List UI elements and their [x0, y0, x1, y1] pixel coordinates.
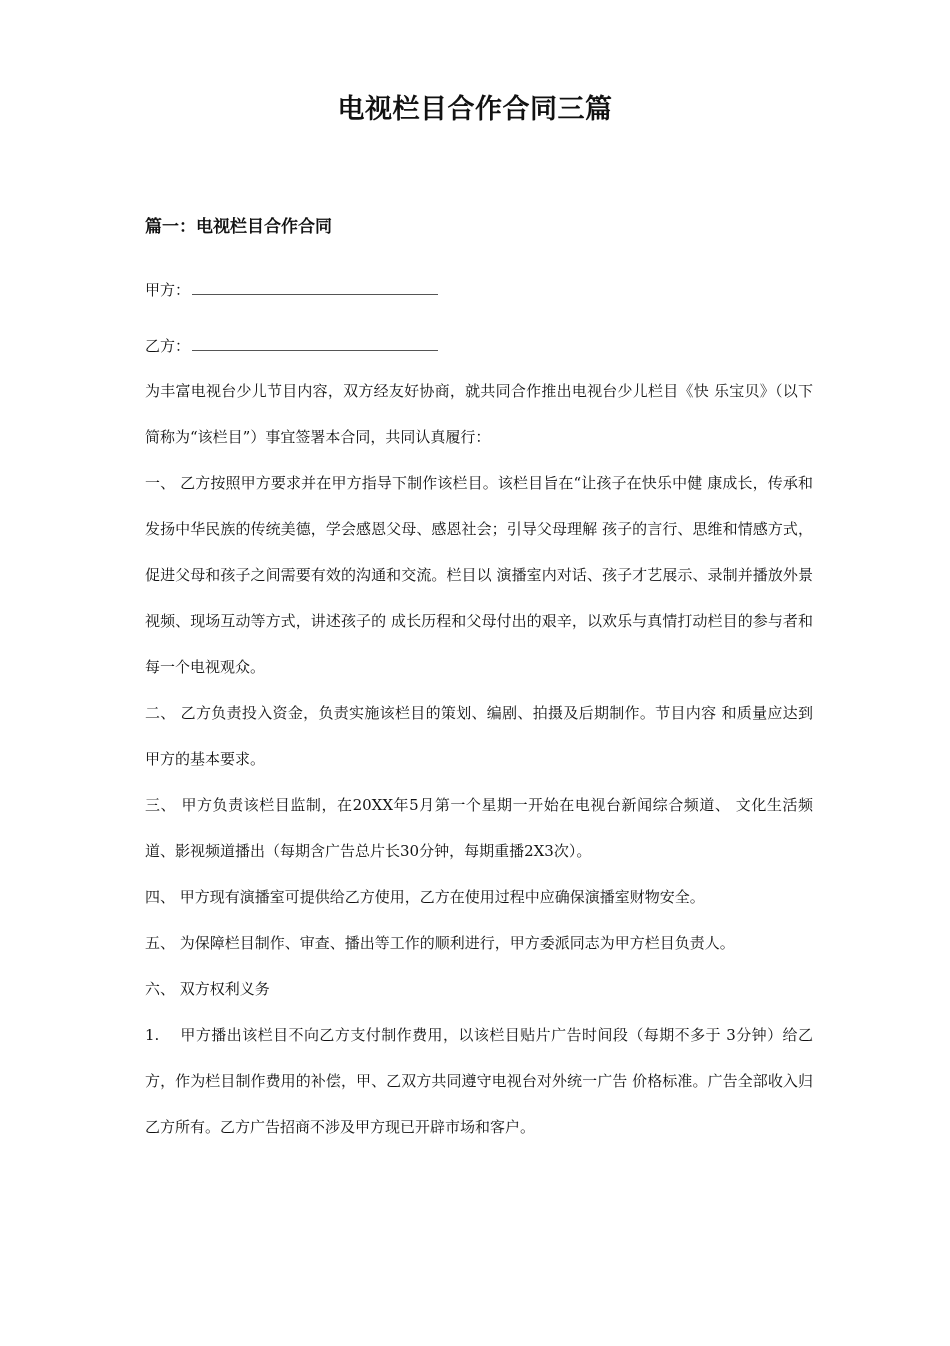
contract-body — [145, 368, 813, 1150]
paragraph-intro: 为丰富电视台少儿节目内容，双方经友好协商，就共同合作推出电视台少儿栏目《快 乐宝贝》（以下简称为“该栏目”）事宜签署本合同，共同认真履行： — [145, 382, 813, 446]
document-title: 电视栏目合作合同三篇 — [337, 94, 613, 125]
party-b-label: 乙方： — [145, 337, 191, 355]
party-a-label: 甲方： — [145, 281, 191, 299]
paragraph-clause-6-heading: 六、 双方权利义务 — [145, 980, 270, 998]
party-a-line — [145, 276, 438, 303]
party-a-blank — [192, 276, 438, 295]
paragraph-clause-3: 三、 甲方负责该栏目监制，在20XX年5月第一个星期一开始在电视台新闻综合频道、 文化生活频道、影视频道播出（每期含广告总片长30分钟，每期重播2X3次）。 — [145, 796, 813, 860]
paragraph-clause-2: 二、 乙方负责投入资金，负责实施该栏目的策划、编剧、拍摄及后期制作。节目内容 和质量应达到甲方的基本要求。 — [145, 704, 813, 768]
party-b-line — [145, 332, 438, 359]
paragraph-clause-1: 一、 乙方按照甲方要求并在甲方指导下制作该栏目。该栏目旨在“让孩子在快乐中健 康成长，传承和发扬中华民族的传统美德，学会感恩父母、感恩社会；引导父母理解 孩子的言行、思维和情感方式，促进父母和孩子之间需要有效的沟通和交流。栏目以 演播室内对话、孩子才艺展示、录制并播放外景视频、现场互动等方式，讲述孩子的 成长历程和父母付出的艰辛，以欢乐与真情打动栏目的参与者和每一个电视观众。 — [145, 474, 813, 676]
paragraph-clause-4: 四、 甲方现有演播室可提供给乙方使用，乙方在使用过程中应确保演播室财物安全。 — [145, 888, 705, 906]
party-b-blank — [192, 332, 438, 351]
section-heading: 篇一：电视栏目合作合同 — [145, 217, 332, 237]
paragraph-clause-6-1: 1. 甲方播出该栏目不向乙方支付制作费用，以该栏目贴片广告时间段（每期不多于 3分钟）给乙方，作为栏目制作费用的补偿，甲、乙双方共同遵守电视台对外统一广告 价格标准。广告全部收入归乙方所有。乙方广告招商不涉及甲方现已开辟市场和客户。 — [145, 1026, 813, 1136]
paragraph-clause-5: 五、 为保障栏目制作、审查、播出等工作的顺利进行，甲方委派同志为甲方栏目负责人。 — [145, 934, 735, 952]
